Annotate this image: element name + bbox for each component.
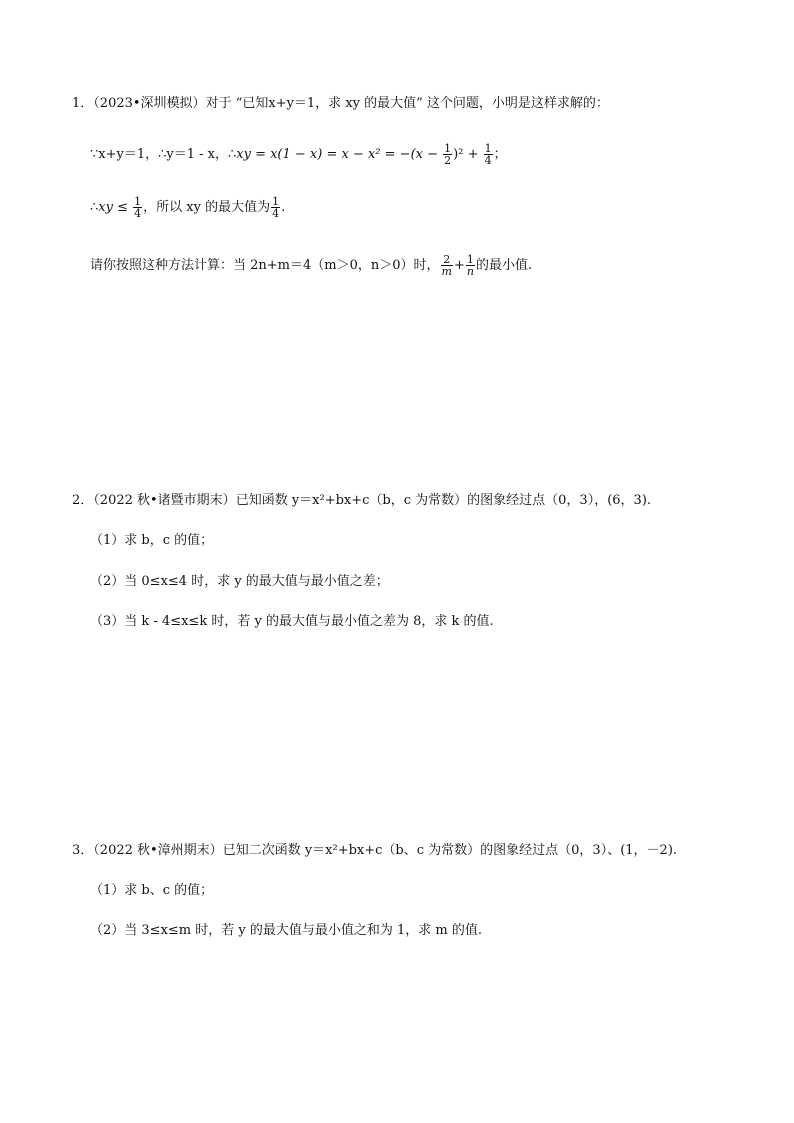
question-source: （2023•深圳模拟） — [93, 96, 206, 111]
fraction-one-quarter — [484, 143, 493, 166]
numerator: 1 — [134, 195, 142, 208]
denominator: 4 — [272, 207, 280, 220]
denominator: 2 — [444, 154, 452, 167]
fraction-one-half — [443, 143, 452, 166]
question-2-part-1: （1）求 b，c 的值； — [90, 533, 214, 548]
therefore-symbol: ∴ — [90, 200, 99, 215]
question-statement: 已知二次函数 y＝x²+bx+c（b、c 为常数）的图象经过点（0，3）、(1，－2). — [222, 843, 678, 858]
question-3-part-1: （1）求 b、c 的值； — [90, 883, 214, 898]
denominator: 4 — [484, 154, 492, 167]
solution-formula-tail: )² + — [453, 147, 479, 162]
punctuation: . — [281, 200, 286, 215]
question-source: （2022 秋•诸暨市期末） — [93, 493, 236, 508]
fraction-one-quarter — [133, 196, 142, 219]
task-text: 请你按照这种方法计算：当 2n+m＝4（m＞0，n＞0）时， — [90, 258, 440, 273]
question-number: 2 — [72, 493, 81, 508]
question-number: 1 — [72, 96, 81, 111]
question-3-part-2: （2）当 3≤x≤m 时，若 y 的最大值与最小值之和为 1，求 m 的值. — [90, 923, 482, 938]
solution-formula: xy = x(1 − x) = x − x² = −(x − — [236, 147, 439, 162]
fraction-one-quarter — [271, 196, 280, 219]
question-number: 3 — [72, 843, 81, 858]
punctuation: ； — [493, 147, 507, 162]
question-statement: 对于 “已知x+y＝1，求 xy 的最大值” 这个问题，小明是这样求解的： — [205, 96, 609, 111]
numerator: 1 — [484, 142, 492, 155]
question-source: （2022 秋•漳州期末） — [93, 843, 223, 858]
denominator: 4 — [134, 207, 142, 220]
question-statement: 已知函数 y＝x²+bx+c（b，c 为常数）的图象经过点（0，3），(6，3). — [235, 493, 652, 508]
plus-sign: + — [453, 258, 465, 273]
numerator: 1 — [272, 195, 280, 208]
numerator: 1 — [444, 142, 452, 155]
task-text-end: 的最小值. — [475, 258, 533, 273]
question-2-part-2: （2）当 0≤x≤4 时，求 y 的最大值与最小值之差； — [90, 574, 389, 589]
fraction-one-over-n — [466, 254, 475, 277]
solution-line-2 — [90, 196, 285, 219]
denominator: n — [466, 265, 474, 278]
fraction-two-over-m — [441, 254, 453, 277]
question-3-header: 3．（2022 秋•漳州期末）已知二次函数 y＝x²+bx+c（b、c 为常数）的图象经过点（0，3）、(1，－2). — [72, 843, 678, 858]
solution-line-1 — [90, 143, 507, 166]
solution-text: ∵x+y＝1，∴y＝1 - x，∴ — [90, 147, 237, 162]
question-2-header: 2．（2022 秋•诸暨市期末）已知函数 y＝x²+bx+c（b，c 为常数）的图象经过点（0，3），(6，3). — [72, 493, 652, 508]
numerator: 2 — [441, 254, 453, 266]
inequality: xy ≤ — [98, 200, 128, 215]
denominator: m — [441, 265, 452, 278]
question-1-header: 1．（2023•深圳模拟）对于 “已知x+y＝1，求 xy 的最大值” 这个问题，小明是这样求解的： — [72, 96, 609, 111]
solution-text: ，所以 xy 的最大值为 — [143, 200, 271, 215]
question-2-part-3: （3）当 k - 4≤x≤k 时，若 y 的最大值与最小值之差为 8，求 k 的值. — [90, 614, 494, 629]
numerator: 1 — [466, 253, 474, 266]
question-1-task — [90, 254, 532, 277]
